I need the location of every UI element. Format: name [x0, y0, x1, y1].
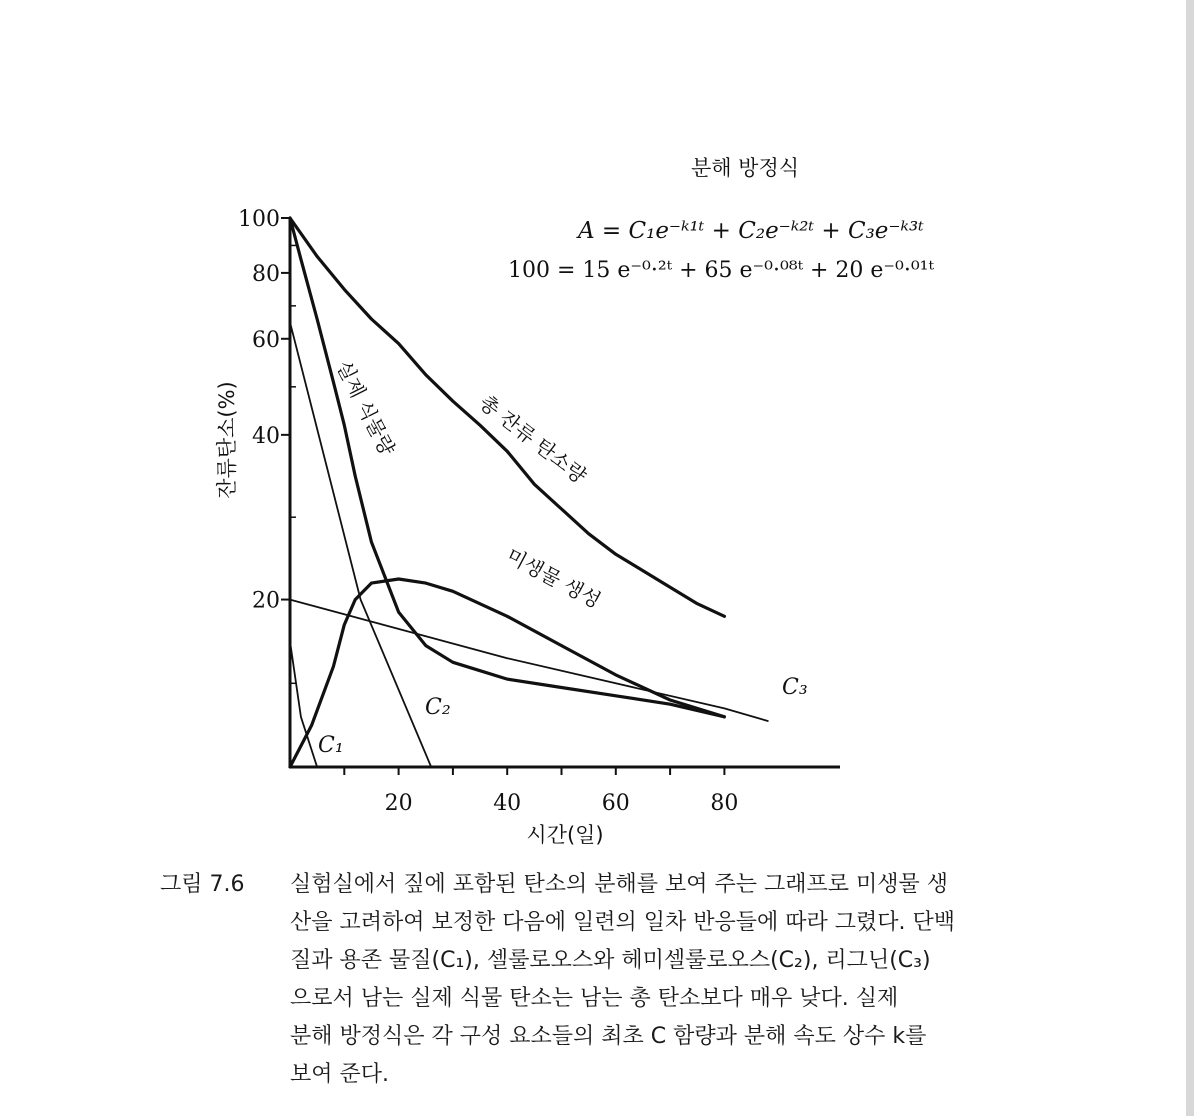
x-tick-label: 40 — [493, 791, 522, 816]
y-tick-label: 60 — [252, 327, 280, 353]
curve-실제 식물량 — [290, 218, 724, 717]
caption-label: 그림 7.6 — [160, 872, 245, 897]
curve-label-c3: C₃ — [782, 675, 808, 700]
caption-line: 분해 방정식은 각 구성 요소들의 최초 C 함량과 분해 속도 상수 k를 — [290, 1024, 927, 1049]
curve-C1 — [290, 641, 317, 767]
caption-line: 보여 준다. — [290, 1062, 389, 1087]
curve-label-plant: 실제 식물량 — [331, 356, 400, 460]
x-axis-title: 시간(일) — [526, 823, 604, 847]
curve-label-total: 총 잔류 탄소량 — [474, 390, 592, 489]
y-tick-label: 100 — [238, 207, 280, 232]
equation-header: 분해 방정식 — [690, 156, 800, 180]
curve-미생물 생성 — [290, 579, 724, 767]
caption-line: 질과 용존 물질(C₁), 셀룰로오스와 헤미셀룰로오스(C₂), 리그닌(C₃) — [290, 948, 931, 973]
axes — [290, 218, 840, 767]
curves — [290, 218, 768, 767]
curve-label-microbe: 미생물 생성 — [502, 543, 605, 613]
y-axis-title: 잔류탄소(%) — [215, 381, 239, 499]
caption-line: 산을 고려하여 보정한 다음에 일련의 일차 반응들에 따라 그렸다. 단백 — [290, 910, 955, 935]
curve-label-c1: C₁ — [318, 733, 344, 758]
y-tick-label: 80 — [252, 261, 280, 287]
x-tick-label: 60 — [601, 791, 630, 816]
caption-line: 으로서 남는 실제 식물 탄소는 남는 총 탄소보다 매우 낮다. 실제 — [290, 986, 899, 1011]
y-tick-label: 20 — [252, 588, 280, 614]
x-tick-label: 80 — [710, 791, 739, 816]
equation-numeric: 100 = 15 e⁻⁰·²ᵗ + 65 e⁻⁰·⁰⁸ᵗ + 20 e⁻⁰·⁰¹ᵗ — [508, 258, 934, 283]
x-tick-label: 20 — [384, 791, 413, 816]
caption-line: 실험실에서 짚에 포함된 탄소의 분해를 보여 주는 그래프로 미생물 생 — [290, 872, 948, 897]
curve-C3 — [290, 600, 768, 721]
curve-label-c2: C₂ — [425, 695, 451, 720]
labels — [215, 156, 934, 847]
page-edge — [1186, 0, 1194, 1116]
y-tick-label: 40 — [252, 423, 280, 449]
equation-general: A = C₁e⁻ᵏ¹ᵗ + C₂e⁻ᵏ²ᵗ + C₃e⁻ᵏ³ᵗ — [578, 218, 924, 244]
